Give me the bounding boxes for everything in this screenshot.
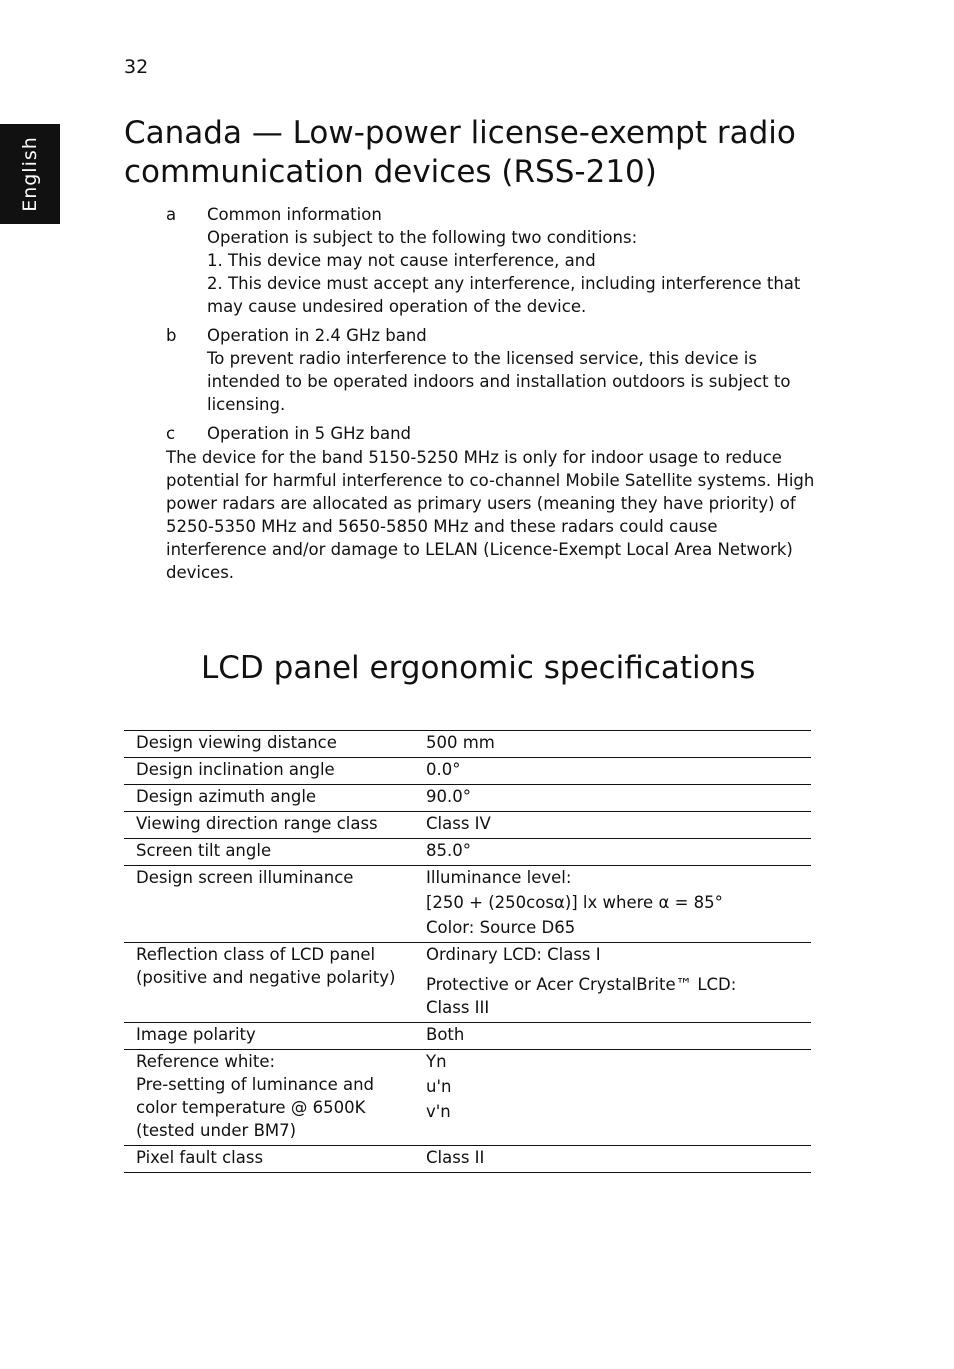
list-item <box>166 324 816 416</box>
item-line: To prevent radio interference to the licensed service, this device is intended to be operated indoors and installation outdoors is subject to licensing. <box>207 349 791 414</box>
spec-label: Design inclination angle <box>124 758 414 785</box>
spec-label: Design azimuth angle <box>124 785 414 812</box>
table-row <box>124 785 811 812</box>
item-letter: b <box>166 326 177 345</box>
spec-value: Class IV <box>414 812 811 839</box>
table-row <box>124 866 811 943</box>
spec-value: Class II <box>414 1146 811 1173</box>
table-row <box>124 1146 811 1173</box>
item-heading: Operation in 2.4 GHz band <box>207 326 427 345</box>
list-item <box>166 422 816 445</box>
spec-label: Screen tilt angle <box>124 839 414 866</box>
spec-label: Design screen illuminance <box>124 866 414 943</box>
page-number: 32 <box>124 56 149 78</box>
spec-value: Ordinary LCD: Class I Protective or Acer CrystalBrite™ LCD: Class III <box>414 943 811 1023</box>
lcd-section-title: LCD panel ergonomic specifications <box>201 650 756 686</box>
item-heading: Operation in 5 GHz band <box>207 424 412 443</box>
spec-label: Reflection class of LCD panel (positive and negative polarity) <box>124 943 414 1023</box>
table-row <box>124 758 811 785</box>
spec-value: 85.0° <box>414 839 811 866</box>
canada-title-line-1: Canada — Low-power license-exempt radio <box>124 115 796 151</box>
table-row <box>124 812 811 839</box>
table-row <box>124 1023 811 1050</box>
table-row <box>124 839 811 866</box>
item-line: Operation is subject to the following two conditions: <box>207 228 638 247</box>
spec-value: Yn u'n v'n <box>414 1050 811 1146</box>
item-line: 1. This device may not cause interference, and <box>207 251 596 270</box>
canada-section-title <box>124 114 824 192</box>
spec-value: Illuminance level: [250 + (250cosα)] lx where α = 85° Color: Source D65 <box>414 866 811 943</box>
canada-section-body <box>166 203 816 584</box>
spec-label: Reference white: Pre-setting of luminance and color temperature @ 6500K (tested under BM7) <box>124 1050 414 1146</box>
canada-title-line-2: communication devices (RSS-210) <box>124 154 657 190</box>
language-tab <box>0 124 60 224</box>
item-line: 2. This device must accept any interference, including interference that may cause undesired operation of the device. <box>207 274 801 316</box>
spec-value: 90.0° <box>414 785 811 812</box>
spec-label: Image polarity <box>124 1023 414 1050</box>
language-tab-label: English <box>19 136 41 212</box>
spec-value: 0.0° <box>414 758 811 785</box>
spec-label: Design viewing distance <box>124 731 414 758</box>
lcd-spec-table <box>124 730 811 1173</box>
table-row <box>124 731 811 758</box>
table-row <box>124 1050 811 1146</box>
spec-label: Viewing direction range class <box>124 812 414 839</box>
item-letter: a <box>166 205 177 224</box>
table-row <box>124 943 811 1023</box>
band-paragraph: The device for the band 5150-5250 MHz is only for indoor usage to reduce potential for harmful interference to co-channel Mobile Satellite systems. High power radars are allocated as primary users (meaning they have priority) of 5250-5350 MHz and 5650-5850 MHz and these radars could cause interference and/or damage to LELAN (Licence-Exempt Local Area Network) devices. <box>166 448 815 582</box>
spec-value: Both <box>414 1023 811 1050</box>
item-letter: c <box>166 424 176 443</box>
list-item <box>166 203 816 318</box>
spec-value: 500 mm <box>414 731 811 758</box>
item-heading: Common information <box>207 205 382 224</box>
spec-label: Pixel fault class <box>124 1146 414 1173</box>
